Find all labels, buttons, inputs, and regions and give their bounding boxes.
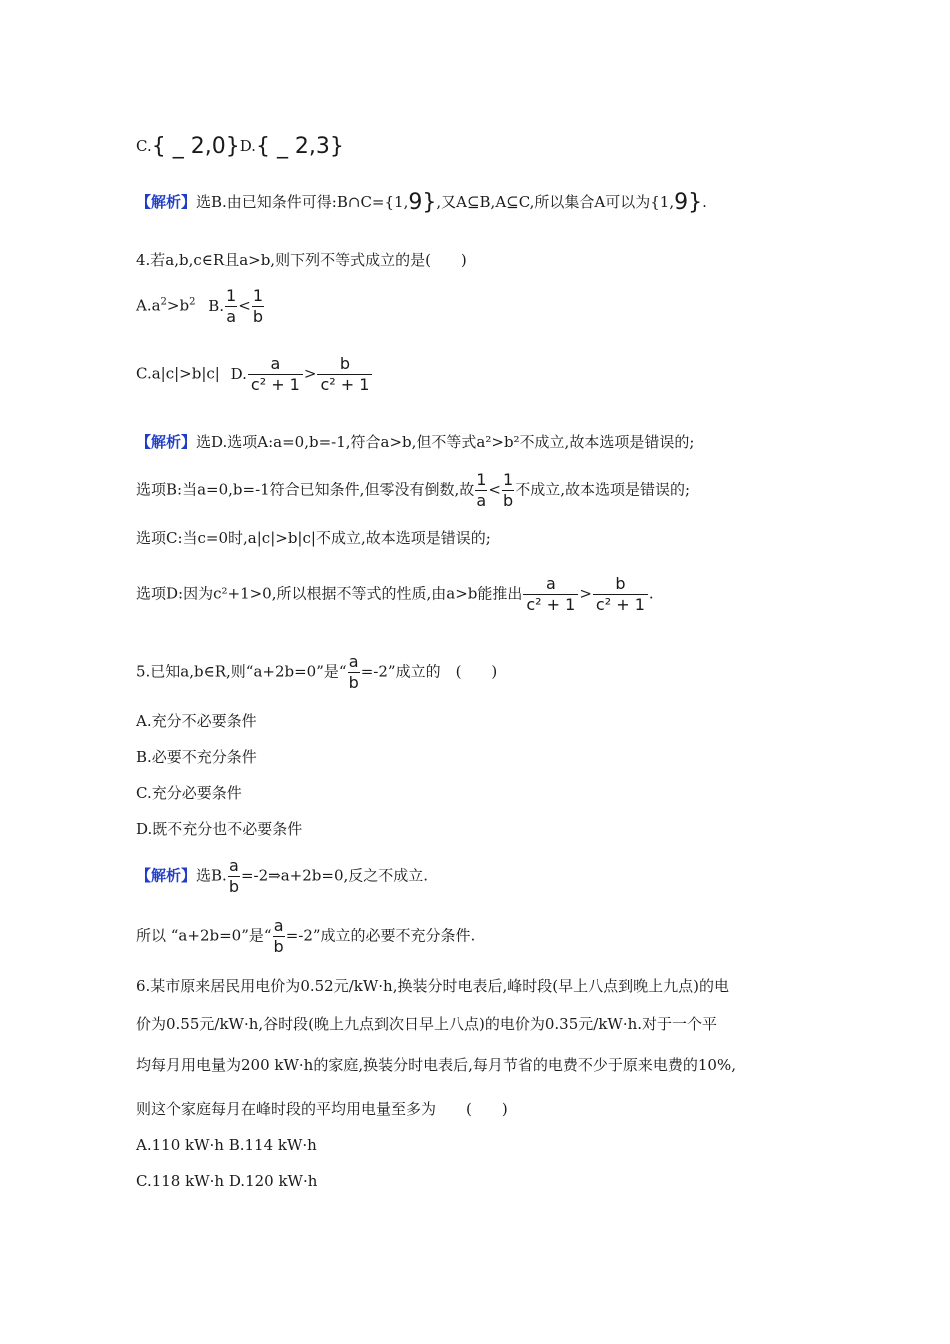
- frac-den: b: [503, 491, 514, 510]
- q4-gt: >: [303, 364, 317, 383]
- q6-options-cd: C.118 kW·h D.120 kW·h: [136, 1172, 318, 1190]
- q6-line4: 则这个家庭每月在峰时段的平均用电量至多为 ( ): [136, 1100, 508, 1118]
- q3-nine-1: 9}: [408, 190, 437, 215]
- q4-analysis-line2-b: 不成立,故本选项是错误的;: [515, 480, 691, 499]
- frac-den: b: [273, 937, 284, 956]
- q4-lt: <: [238, 296, 251, 315]
- q5-analysis-line2: [136, 916, 475, 957]
- frac-den: b: [348, 673, 359, 692]
- frac-den: c² + 1: [595, 595, 645, 614]
- q3-nine-2: 9}: [674, 190, 703, 215]
- frac-num: 1: [476, 470, 487, 489]
- q4-analysis-frac3: [523, 574, 578, 615]
- q5-stem-b: =-2”成立的 ( ): [360, 662, 498, 681]
- frac-num: b: [317, 354, 372, 375]
- q4-stem: 4.若a,b,c∈R且a>b,则下列不等式成立的是( ): [136, 251, 467, 269]
- q3-option-d-label: D.: [239, 137, 256, 155]
- q4-analysis-frac1: [475, 470, 487, 511]
- q3-analysis-text: 选B.由已知条件可得:B∩C={1,: [196, 193, 409, 211]
- q4-options-cd: [136, 354, 373, 395]
- q3-option-c-set: { _ 2,0}: [151, 134, 240, 159]
- q4-option-a-text: A.a: [136, 296, 161, 315]
- analysis-tag: 【解析】: [136, 193, 197, 211]
- q5-frac: [348, 652, 360, 693]
- analysis-tag: 【解析】: [136, 433, 197, 451]
- frac-num: a: [348, 652, 359, 671]
- q3-analysis-text2: ,又A⊆B,A⊆C,所以集合A可以为{1,: [436, 193, 675, 211]
- q6-options-ab: A.110 kW·h B.114 kW·h: [136, 1136, 317, 1154]
- q4-analysis-line2: [136, 470, 690, 511]
- frac-den: a: [226, 307, 237, 326]
- q6-line1: 6.某市原来居民用电价为0.52元/kW·h,换装分时电表后,峰时段(早上八点到晚上九点)的电: [136, 977, 729, 995]
- q6-line2: 价为0.55元/kW·h,谷时段(晚上九点到次日早上八点)的电价为0.35元/kW·h.对于一个平: [136, 1015, 718, 1033]
- frac-num: 1: [252, 286, 263, 305]
- q3-option-d-set: { _ 2,3}: [255, 134, 344, 159]
- q5-analysis-line1-a: 选B.: [196, 866, 227, 885]
- q4-option-a-sup: 2: [160, 296, 167, 308]
- q4-frac-1b: [252, 286, 264, 327]
- q5-analysis-frac1: [228, 856, 240, 897]
- q5-analysis-line2-b: =-2”成立的必要不充分条件.: [285, 926, 476, 945]
- frac-num: a: [228, 856, 239, 875]
- q5-analysis-line1: [136, 856, 428, 897]
- q4-analysis-line1: [136, 432, 694, 452]
- frac-den: c² + 1: [250, 375, 300, 394]
- q5-option-d: D.既不充分也不必要条件: [136, 820, 303, 838]
- q5-analysis-frac2: [273, 916, 285, 957]
- q6-line3: 均每月用电量为200 kW·h的家庭,换装分时电表后,每月节省的电费不少于原来电费的10%,: [136, 1056, 736, 1074]
- q4-analysis-line4-a: 选项D:因为c²+1>0,所以根据不等式的性质,由a>b能推出: [136, 584, 523, 603]
- frac-num: a: [273, 916, 284, 935]
- frac-den: c² + 1: [526, 595, 576, 614]
- q4-analysis-lt: <: [488, 480, 501, 499]
- q4-option-a-mid: >b: [166, 296, 190, 315]
- q4-analysis-line4-end: .: [648, 584, 654, 603]
- q5-option-c: C.充分必要条件: [136, 784, 242, 802]
- q5-stem-a: 5.已知a,b∈R,则“a+2b=0”是“: [136, 662, 347, 681]
- q4-option-c-text: C.a|c|>b|c|: [136, 364, 220, 383]
- q5-stem: [136, 652, 497, 693]
- q4-analysis-line3: 选项C:当c=0时,a|c|>b|c|不成立,故本选项是错误的;: [136, 529, 491, 547]
- q4-analysis-line4: [136, 574, 654, 615]
- frac-num: a: [523, 574, 578, 595]
- frac-den: c² + 1: [320, 375, 370, 394]
- frac-num: b: [593, 574, 648, 595]
- q4-analysis-frac2: [502, 470, 514, 511]
- frac-den: b: [228, 877, 239, 896]
- frac-num: 1: [503, 470, 514, 489]
- q4-option-a-sup2: 2: [189, 296, 196, 308]
- frac-num: a: [248, 354, 303, 375]
- q3-options-line: [136, 136, 344, 157]
- q5-option-b: B.必要不充分条件: [136, 748, 257, 766]
- q5-option-a: A.充分不必要条件: [136, 712, 257, 730]
- q3-analysis: [136, 192, 707, 213]
- q3-option-c-label: C.: [136, 137, 152, 155]
- q4-analysis-line1-text: 选D.选项A:a=0,b=-1,符合a>b,但不等式a²>b²不成立,故本选项是错误的;: [196, 433, 695, 451]
- q3-analysis-end: .: [702, 193, 707, 211]
- q4-analysis-gt: >: [579, 584, 592, 603]
- q4-frac-d1: [248, 354, 303, 395]
- q4-analysis-frac4: [593, 574, 648, 615]
- q4-frac-1a: [225, 286, 237, 327]
- frac-num: 1: [226, 286, 237, 305]
- frac-den: a: [476, 491, 487, 510]
- frac-den: b: [252, 307, 263, 326]
- analysis-tag: 【解析】: [136, 866, 197, 885]
- q4-analysis-line2-a: 选项B:当a=0,b=-1符合已知条件,但零没有倒数,故: [136, 480, 475, 499]
- q4-options-ab: [136, 286, 265, 327]
- q4-option-b-label: B.: [208, 296, 225, 315]
- q5-analysis-line1-b: =-2⇒a+2b=0,反之不成立.: [240, 866, 429, 885]
- q5-analysis-line2-a: 所以 “a+2b=0”是“: [136, 926, 272, 945]
- q4-frac-d2: [317, 354, 372, 395]
- q4-option-d-label: D.: [230, 364, 247, 383]
